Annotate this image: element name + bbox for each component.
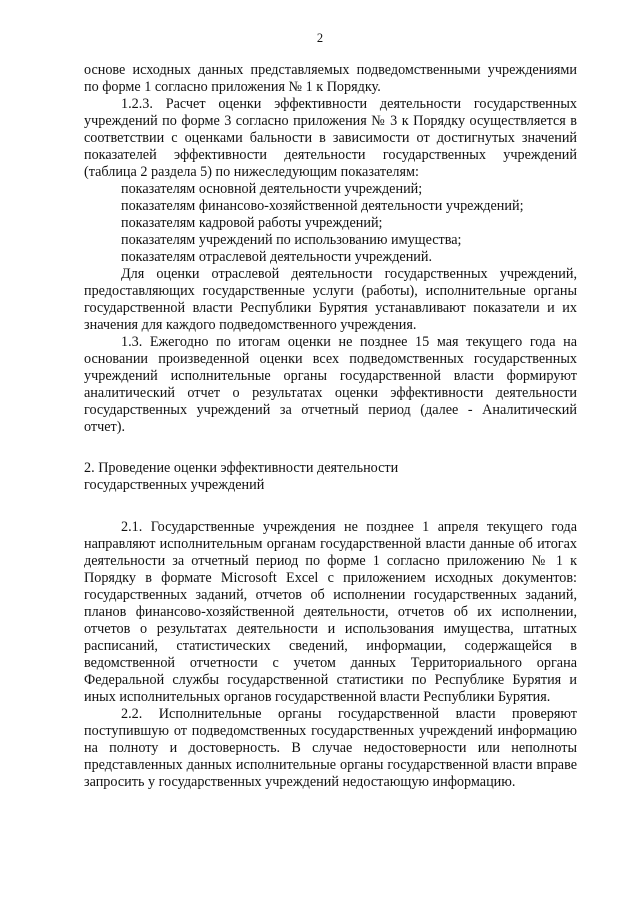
paragraph-2-1: 2.1. Государственные учреждения не позднее 1 апреля текущего года направляют исполнительным органам государственной власти данные об итогах деятельности за отчетный период по форме 1 согласно приложению № 1 к Порядку в формате Microsoft Excel с приложением исходных документов: государственных заданий, отчетов об исполнении государственных заданий, планов финансово-хозяйственной деятельности, отчетов об их исполнении, отчетов о результатах деятельности и использования имущества, штатных расписаний, статистических сведений, информации, содержащейся в ведомственной отчетности с учетом данных Территориального органа Федеральной службы государственной статистики по Республике Бурятия и иных исполнительных органов государственной власти Республики Бурятия.	[84, 519, 577, 705]
list-item: показателям кадровой работы учреждений;	[121, 215, 383, 231]
paragraph-industry-indicators: Для оценки отраслевой деятельности государственных учреждений, предоставляющих государственные услуги (работы), исполнительные органы государственной власти Республики Бурятия устанавливают показатели и их значения для каждого подведомственного учреждения.	[84, 266, 577, 333]
section-heading	[84, 460, 577, 494]
paragraph-1-2-3: 1.2.3. Расчет оценки эффективности деятельности государственных учреждений по форме 3 согласно приложения № 3 к Порядку осуществляется в соответствии с оценками бальности в зависимости от достигнутых значений показателей эффективности деятельности государственных учреждений (таблица 2 раздела 5) по нижеследующим показателям:	[84, 96, 577, 180]
document-body	[84, 62, 577, 791]
page-number: 2	[316, 31, 324, 45]
list-item: показателям учреждений по использованию имущества;	[121, 232, 462, 248]
paragraph-continuation: основе исходных данных представляемых подведомственными учреждениями по форме 1 согласно приложения № 1 к Порядку.	[84, 62, 577, 95]
section-heading-line2: государственных учреждений	[84, 477, 265, 493]
list-item: показателям финансово-хозяйственной деятельности учреждений;	[121, 198, 524, 214]
paragraph-1-3: 1.3. Ежегодно по итогам оценки не позднее 15 мая текущего года на основании произведенной оценки всех подведомственных государственных учреждений исполнительные органы государственной власти формируют аналитический отчет о результатах оценки эффективности деятельности государственных учреждений за отчетный период (далее - Аналитический отчет).	[84, 334, 577, 435]
section-heading-line1: 2. Проведение оценки эффективности деятельности	[84, 460, 399, 476]
paragraph-2-2: 2.2. Исполнительные органы государственной власти проверяют поступившую от подведомственных государственных учреждений информацию на полноту и достоверность. В случае недостоверности или неполноты представленных данных исполнительные органы государственной власти вправе запросить у государственных учреждений недостающую информацию.	[84, 706, 577, 790]
list-item: показателям основной деятельности учреждений;	[121, 181, 423, 197]
list-item: показателям отраслевой деятельности учреждений.	[121, 249, 433, 265]
